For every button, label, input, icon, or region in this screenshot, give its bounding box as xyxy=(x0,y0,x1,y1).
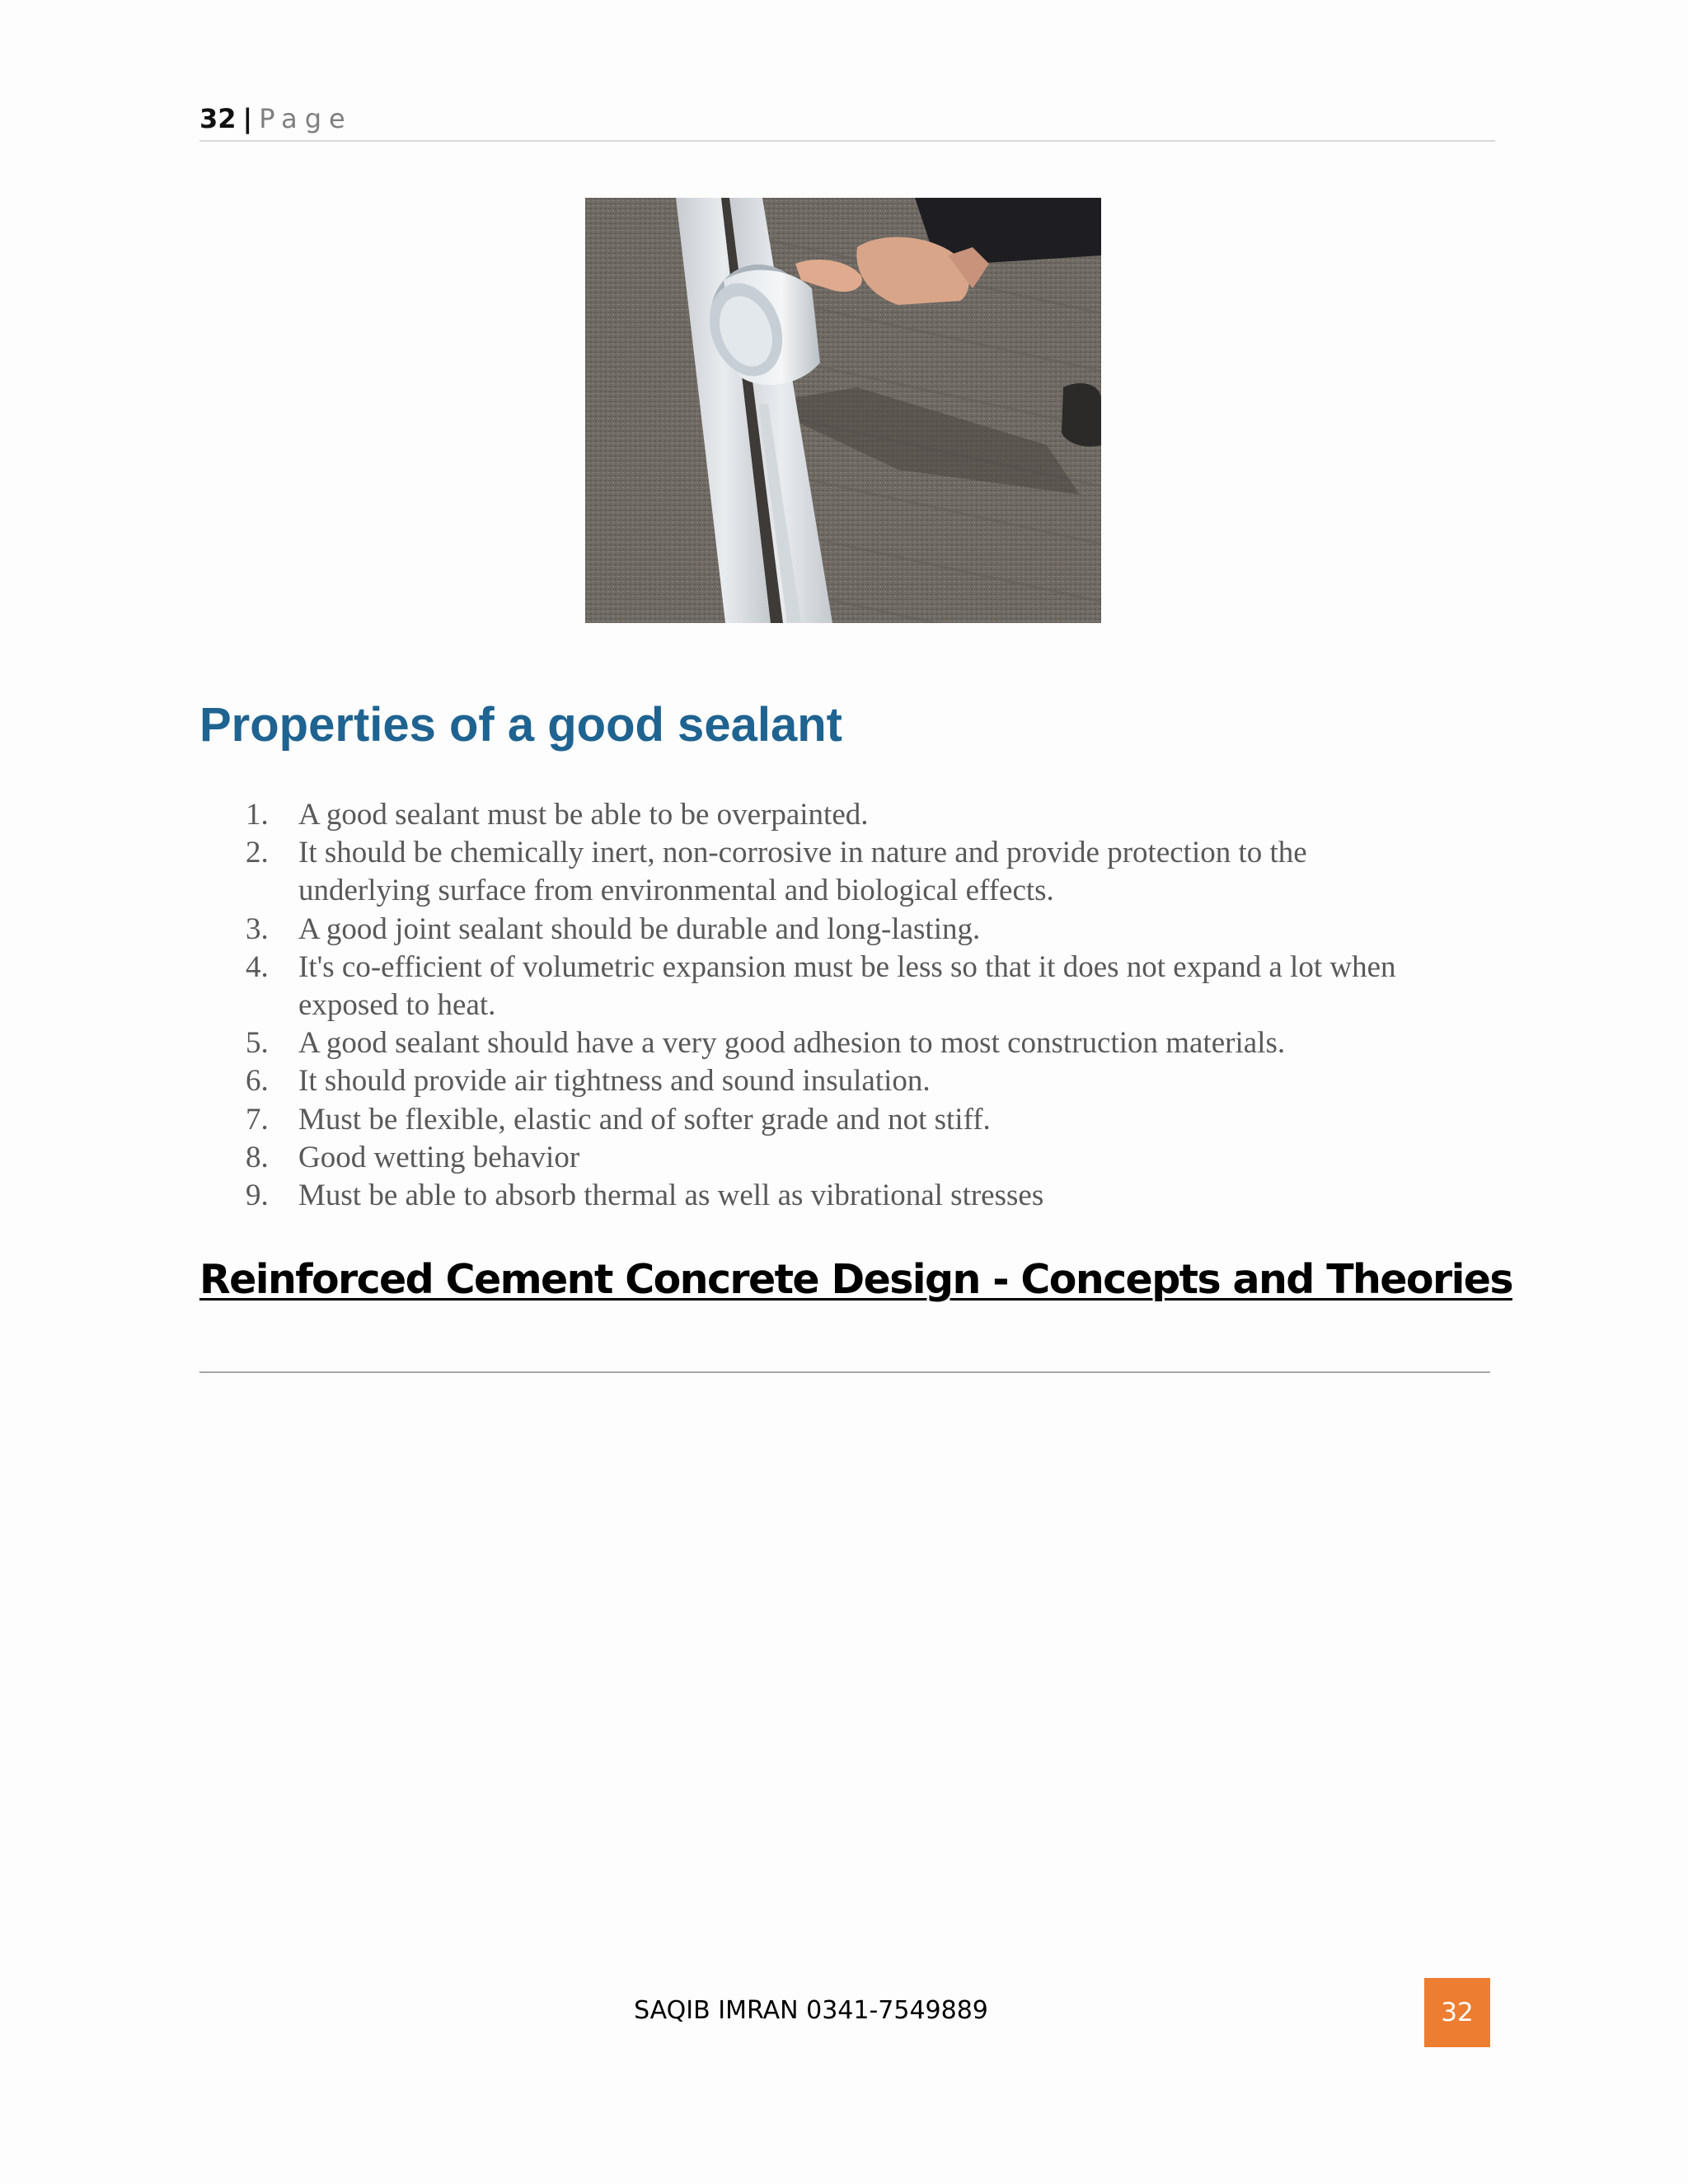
header-page-number: 32 xyxy=(199,103,237,134)
footer-page-badge: 32 xyxy=(1424,1978,1490,2047)
list-item-number: 7. xyxy=(246,1102,269,1137)
list-item-number: 1. xyxy=(246,798,269,832)
list-item xyxy=(239,1062,1426,1100)
list-item-text: It's co-efficient of volumetric expansion must be less so that it does not expand a lot when exposed to heat. xyxy=(298,949,1396,1023)
list-item xyxy=(239,834,1426,910)
properties-list xyxy=(239,796,1426,1215)
sealant-pouring-photo xyxy=(585,198,1101,623)
list-item-number: 4. xyxy=(246,949,269,984)
list-item xyxy=(239,1139,1426,1177)
list-item-number: 8. xyxy=(246,1140,269,1174)
list-item xyxy=(239,1024,1426,1062)
list-item-number: 3. xyxy=(246,912,269,946)
list-item-number: 6. xyxy=(246,1064,269,1099)
list-item-text: A good sealant should have a very good adhesion to most construction materials. xyxy=(298,1026,1286,1061)
list-item-text: It should provide air tightness and sound insulation. xyxy=(298,1064,931,1099)
list-item-text: Must be able to absorb thermal as well as vibrational stresses xyxy=(298,1179,1044,1213)
list-item xyxy=(239,796,1426,834)
list-item-text: Must be flexible, elastic and of softer grade and not stiff. xyxy=(298,1102,991,1137)
list-item-number: 9. xyxy=(246,1179,269,1213)
list-item xyxy=(239,1101,1426,1139)
divider xyxy=(199,1371,1490,1373)
list-item xyxy=(239,911,1426,949)
list-item-text: A good sealant must be able to be overpainted. xyxy=(298,798,869,832)
header-separator: | xyxy=(242,103,253,134)
list-item xyxy=(239,949,1426,1024)
list-item-text: It should be chemically inert, non-corrosive in nature and provide protection to the underlying surface from environmental and biological effects. xyxy=(298,836,1307,908)
page-header xyxy=(199,101,1495,142)
list-item-text: Good wetting behavior xyxy=(298,1140,580,1174)
rcc-design-link[interactable]: Reinforced Cement Concrete Design - Concepts and Theories xyxy=(199,1256,1512,1303)
list-item-text: A good joint sealant should be durable and long-lasting. xyxy=(298,912,981,946)
section-title: Properties of a good sealant xyxy=(199,698,842,752)
list-item-number: 5. xyxy=(246,1026,269,1061)
list-item xyxy=(239,1177,1426,1215)
footer-author: SAQIB IMRAN 0341-7549889 xyxy=(634,1996,988,2025)
header-page-word: Page xyxy=(259,103,353,134)
list-item-number: 2. xyxy=(246,836,269,870)
